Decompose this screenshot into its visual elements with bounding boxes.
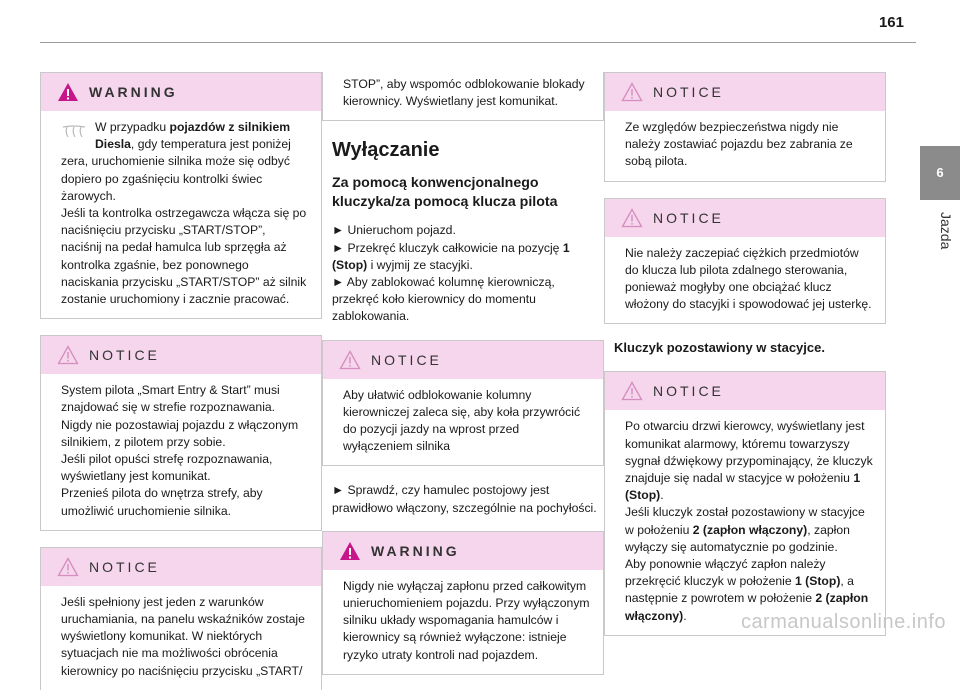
notice-triangle-icon [621,208,643,228]
warning-text: W przypadku [95,120,170,134]
step-text: ► Przekręć kluczyk całkowicie na pozycję [332,240,563,255]
warning-title: WARNING [371,542,460,559]
subsection-title: Za pomocą konwencjonalnego kluczyka/za pomocą klucza pilota [332,175,558,211]
warning-body [41,111,321,318]
notice-text: , zapłon wyłączy się automatycznie po godzinie. [625,522,850,554]
warning-box-diesel [40,72,322,319]
step-text: i wyjmij ze stacyjki. [367,257,473,272]
notice-title: NOTICE [653,383,724,400]
column-1 [40,72,322,690]
notice-triangle-icon [339,350,361,370]
notice-text: Ze względów bezpieczeństwa nigdy nie należy zostawiać pojazdu bez zabrania ze sobą pilota. [625,120,853,169]
notice-text: Jeśli pilot opuści strefę rozpoznawania, wyświetlany jest komunikat. [61,452,273,484]
section-title: Wyłączanie [332,139,440,162]
notice-body [605,111,885,181]
notice-header [323,341,603,379]
notice-title: NOTICE [653,84,724,100]
notice-box-steering [322,340,604,467]
notice-text: Aby ułatwić odblokowanie kolumny kierowniczej zaleca się, aby koła przywrócić do pozycji jazdy na wprost przed wyłączeniem silnika [343,387,581,454]
warning-text: Jeśli ta kontrolka ostrzegawcza włącza się po naciśnięciu przycisku „START/STOP”, naciśnij na pedał hamulca lub sprzęgła aż kontrolka zgaśnie, bez ponownego naciskania przycisku „START/STOP” aż silnik zostanie uruchomiony i zacznie pracować. [61,206,307,307]
notice-triangle-icon [57,345,79,365]
notice-text: Aby ponownie włączyć zapłon należy przekręcić kluczyk w położenie [625,557,826,589]
notice-header [605,372,885,410]
notice-box-conditions [40,547,322,690]
notice-body [323,72,603,120]
notice-box-key-left [604,371,886,635]
chapter-label: Jazda [938,212,954,250]
glow-plug-icon [61,125,87,139]
step-bold-text: 1 (Stop) [332,240,570,272]
notice-text: Jeśli kluczyk został pozostawiony w stacyjce w położeniu [625,505,865,537]
notice-triangle-icon [57,557,79,577]
page-number: 161 [878,14,904,31]
column-3 [604,72,886,652]
notice-bold-text: 1 (Stop) [795,574,841,589]
warning-header [41,73,321,111]
notice-text: STOP”, aby wspomóc odblokowanie blokady kierownicy. Wyświetlany jest komunikat. [343,77,585,109]
notice-box-smart-entry [40,335,322,531]
notice-text: Po otwarciu drzwi kierowcy, wyświetlany jest komunikat alarmowy, któremu towarzyszy sygnał dźwiękowy przypominający, że kluczyk znajduje się nadal w stacyjce w położeniu [625,419,873,486]
notice-header [41,336,321,374]
notice-box-heavy-objects [604,198,886,325]
notice-text: . [660,488,664,503]
warning-triangle-icon [57,82,79,102]
notice-title: NOTICE [89,347,160,364]
step-text: ► Aby zablokować kolumnę kierowniczą, przekręć koło kierownicy do momentu zablokowania. [332,275,555,324]
chapter-tab[interactable]: 6 [920,146,960,200]
watermark: carmanualsonline.info [740,611,946,633]
notice-header [41,548,321,586]
notice-body [41,586,321,690]
subsection-title: Kluczyk pozostawiony w stacyjce. [614,340,825,356]
notice-text: Nie należy zaczepiać ciężkich przedmiotów do klucza lub pilota zdalnego sterowania, ponieważ mogłyby one obciążać klucz włożony do stacyjki i spowodować jej usterkę. [625,245,872,312]
header-rule [40,42,916,43]
notice-triangle-icon [621,82,643,102]
notice-box-security [604,72,886,182]
notice-body [323,379,603,466]
steps-text [322,222,604,325]
warning-triangle-icon [339,541,361,561]
notice-box-continued [322,72,604,121]
notice-title: NOTICE [371,351,442,368]
notice-body [605,237,885,324]
notice-title: NOTICE [653,209,724,226]
notice-header [605,199,885,237]
notice-text: Nigdy nie pozostawiaj pojazdu z włączonym silnikiem, z pilotem przy sobie. [61,417,299,449]
notice-bold-text: 1 (Stop) [625,471,861,503]
notice-text: System pilota „Smart Entry & Start” musi znajdować się w strefie rozpoznawania. [61,383,280,415]
column-2 [322,72,604,691]
warning-box-ignition [322,531,604,675]
warning-body [323,570,603,674]
notice-text: , a następnie z powrotem w położenie [625,574,854,606]
step-text-parking-brake: ► Sprawdź, czy hamulec postojowy jest prawidłowo włączony, szczególnie na pochyłości. [332,483,597,515]
notice-bold-text: 2 (zapłon włączony) [692,522,808,537]
warning-title: WARNING [89,84,178,100]
warning-header [323,532,603,570]
notice-text: . [683,608,687,623]
notice-title: NOTICE [89,558,160,575]
notice-triangle-icon [621,381,643,401]
notice-text: Jeśli spełniony jest jeden z warunków uruchamiania, na panelu wskaźników zostaje wyświetlony komunikat. W niektórych sytuacjach nie ma możliwości obrócenia kierownicy po naciśnięciu przycisku „START/ [61,594,305,678]
notice-body [41,374,321,530]
warning-bold-text: pojazdów z silnikiem Diesla [95,120,291,152]
warning-text: Nigdy nie wyłączaj zapłonu przed całkowitym unieruchomieniem pojazdu. Przy wyłączonym silniku układy wspomagania hamulców i kierownicy są również wyłączone: istnieje ryzyko utraty kontroli nad pojazdem. [343,578,590,662]
notice-text: Przenieś pilota do wnętrza strefy, aby umożliwić uruchomienie silnika. [61,486,263,518]
notice-body [605,410,885,634]
warning-text: , gdy temperatura jest poniżej zera, uruchomienie silnika może się odbyć dopiero po zgaśnięciu kontrolki świec żarowych. [61,137,291,203]
notice-header [605,73,885,111]
step-text: ► Unieruchom pojazd. [332,223,456,238]
notice-bold-text: 2 (zapłon włączony) [625,591,869,623]
